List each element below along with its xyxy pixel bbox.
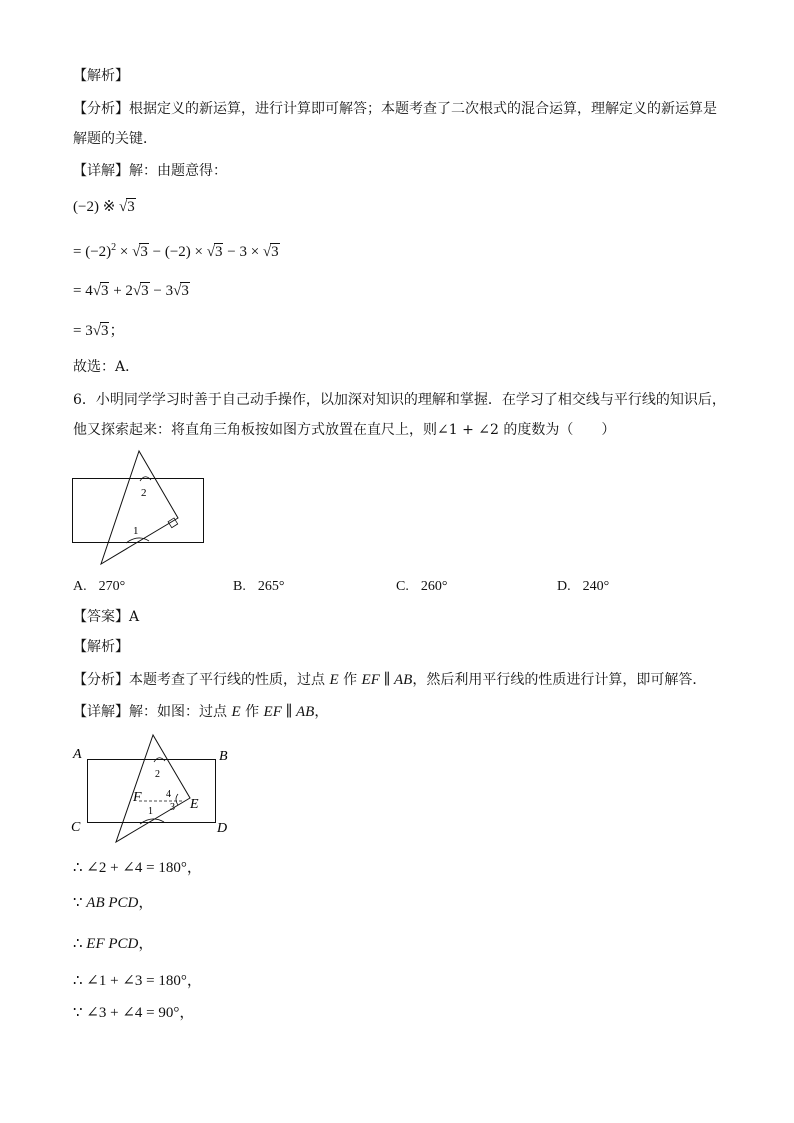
option-c[interactable]: C. 260°: [396, 579, 448, 594]
analysis-heading: 【解析】: [73, 68, 129, 84]
analysis-summary-line-1: 【分析】根据定义的新运算，进行计算即可解答；本题考查了二次根式的混合运算，理解定义的新运算是: [73, 101, 717, 117]
angle-1-label: 1: [148, 806, 153, 817]
reasoning-step-1: ∴ ∠2 + ∠4 = 180°，: [73, 860, 202, 876]
point-c-label: C: [71, 820, 81, 835]
choice-conclusion: 故选：A．: [73, 359, 140, 375]
question-6-stem-line-1: 6．小明同学学习时善于自己动手操作，以加深对知识的理解和掌握．在学习了相交线与平行线的知识后，: [73, 392, 726, 408]
detailed-solution-heading: 【详解】解：由题意得：: [73, 163, 227, 179]
angle-1-arc: [140, 819, 164, 824]
point-a-label: A: [73, 747, 82, 762]
point-f-label: F: [133, 790, 142, 805]
set-square-triangle: [101, 451, 178, 564]
option-a[interactable]: A. 270°: [73, 579, 126, 594]
reasoning-step-4: ∴ ∠1 + ∠3 = 180°，: [73, 973, 202, 989]
analysis-summary-line-2: 解题的关键．: [73, 131, 157, 147]
q6-analysis-heading: 【解析】: [73, 639, 129, 655]
reasoning-step-3: ∴ EF PCD，: [73, 936, 154, 952]
formula-line-2: = $(-2)^2 \times √3 - (-2) \times √3 - 3 \times √3$: [73, 242, 279, 260]
option-d[interactable]: D. 240°: [557, 579, 610, 594]
formula-line-3: = 4√3 + 2√3 − 3√3: [73, 283, 189, 299]
angle-3-label: 3: [170, 802, 175, 813]
angle-4-label: 4: [166, 789, 171, 800]
question-6-stem-line-2: 他又探索起来：将直角三角板按如图方式放置在直尺上，则∠1 + ∠2 的度数为（ ）: [73, 422, 616, 438]
angle-2-label: 2: [155, 769, 160, 780]
set-square-triangle: [116, 735, 190, 842]
formula-line-4: = 3√3；: [73, 323, 125, 339]
solution-figure: [66, 732, 246, 850]
angle-1-label: 1: [133, 525, 139, 537]
reasoning-step-5: ∵ ∠3 + ∠4 = 90°，: [73, 1005, 195, 1021]
point-d-label: D: [217, 821, 228, 836]
reasoning-step-2: ∵ AB PCD，: [73, 895, 154, 911]
point-e-label: E: [190, 797, 199, 812]
point-b-label: B: [219, 749, 228, 764]
q6-detailed-solution: 【详解】解：如图：过点 E 作 EF ∥ AB，: [73, 704, 329, 720]
angle-3-4-arc: [176, 794, 178, 805]
q6-analysis-summary: 【分析】本题考查了平行线的性质，过点 E 作 EF ∥ AB，然后利用平行线的性质进行计算，即可解答．: [73, 672, 707, 688]
formula-line-1: (−2) ※ √3: [73, 199, 135, 215]
angle-2-label: 2: [141, 487, 147, 499]
option-b[interactable]: B. 265°: [233, 579, 285, 594]
question-6-figure: [60, 446, 220, 571]
answer-line: 【答案】A: [73, 609, 140, 625]
